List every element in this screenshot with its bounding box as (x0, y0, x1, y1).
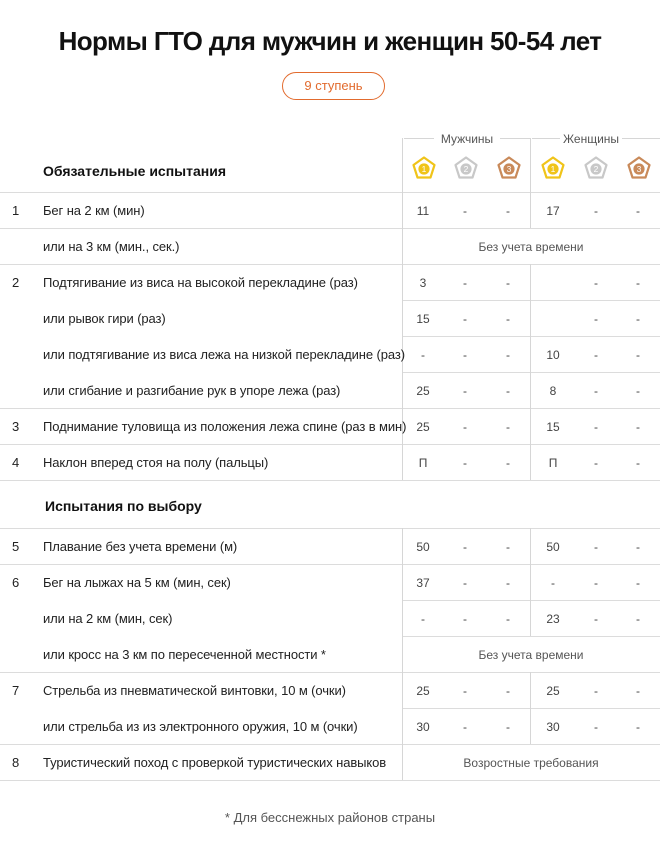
men-medal-2-value: - (463, 456, 467, 470)
men-medal-1-value: 15 (416, 312, 430, 326)
men-medal-1-value: 50 (416, 540, 430, 554)
men-medal-3-value: - (506, 420, 510, 434)
row-divider (0, 408, 660, 409)
women-medal-2-value: - (594, 576, 598, 590)
women-medal-1-value: 30 (546, 720, 560, 734)
women-medal-2-value: - (594, 348, 598, 362)
men-medal-2-value: - (463, 204, 467, 218)
row-divider (0, 528, 660, 529)
row-number: 2 (12, 275, 20, 290)
men-medal-1-value: 30 (416, 720, 430, 734)
men-medal-3-value: - (506, 576, 510, 590)
medal-1-icon (541, 156, 565, 180)
women-medal-3-value: - (636, 384, 640, 398)
medal-1-icon (412, 156, 436, 180)
men-medal-1-value: 25 (416, 684, 430, 698)
men-header-line-left (404, 138, 434, 139)
test-name: или рывок гири (раз) (43, 311, 166, 326)
row-number: 8 (12, 755, 20, 770)
test-name: или стрельба из из электронного оружия, 10 м (очки) (43, 719, 358, 734)
row-divider (402, 300, 660, 301)
test-name: Бег на лыжах на 5 км (мин, сек) (43, 575, 231, 590)
women-medal-2-value: - (594, 540, 598, 554)
section-required-title: Обязательные испытания (43, 163, 226, 179)
row-number: 5 (12, 539, 20, 554)
row-divider (402, 636, 660, 637)
women-medal-3-value: - (636, 348, 640, 362)
men-medal-3-value: - (506, 384, 510, 398)
women-medal-3-value: - (636, 540, 640, 554)
men-medal-3-value: - (506, 204, 510, 218)
women-medal-2-value: - (594, 612, 598, 626)
women-header-line-right (622, 138, 660, 139)
men-medal-2-value: - (463, 720, 467, 734)
row-divider (402, 708, 660, 709)
test-name: или на 2 км (мин, сек) (43, 611, 173, 626)
men-medal-2-value: - (463, 384, 467, 398)
row-number: 1 (12, 203, 20, 218)
svg-text:2: 2 (463, 164, 469, 175)
men-medal-1-value: 11 (416, 204, 430, 218)
women-medal-2-value: - (594, 276, 598, 290)
stage-badge: 9 ступень (282, 72, 385, 100)
men-medal-1-value: 37 (416, 576, 430, 590)
men-medal-3-value: - (506, 348, 510, 362)
women-medal-1-value: 25 (546, 684, 560, 698)
medal-2-icon (584, 156, 608, 180)
men-medal-3-value: - (506, 456, 510, 470)
test-name: Поднимание туловища из положения лежа спине (раз в мин) (43, 419, 407, 434)
test-name: или на 3 км (мин., сек.) (43, 239, 180, 254)
women-medal-3-value: - (636, 204, 640, 218)
men-medal-1-value: 25 (416, 420, 430, 434)
test-name: Туристический поход с проверкой туристических навыков (43, 755, 387, 770)
women-medal-1-value: П (548, 456, 558, 470)
medal-3-icon (627, 156, 651, 180)
men-medal-1-value: - (421, 348, 425, 362)
women-medal-1-value: 10 (546, 348, 560, 362)
row-divider (0, 480, 660, 481)
women-medal-3-value: - (636, 312, 640, 326)
women-medal-1-value: 8 (549, 384, 557, 398)
men-medal-2-value: - (463, 276, 467, 290)
footnote: * Для бесснежных районов страны (224, 810, 436, 825)
men-medal-3-value: - (506, 540, 510, 554)
span-value: Без учета времени (478, 240, 584, 254)
men-medal-1-value: П (418, 456, 428, 470)
women-medal-2-value: - (594, 204, 598, 218)
men-medal-3-value: - (506, 312, 510, 326)
women-medal-2-value: - (594, 420, 598, 434)
women-medal-3-value: - (636, 576, 640, 590)
span-value: Возростные требования (463, 756, 599, 770)
svg-text:1: 1 (550, 164, 556, 175)
span-value: Без учета времени (478, 648, 584, 662)
men-medal-2-value: - (463, 612, 467, 626)
women-medal-1-value: 23 (546, 612, 560, 626)
women-header: Женщины (562, 132, 620, 146)
men-medal-3-value: - (506, 684, 510, 698)
row-divider (0, 672, 660, 673)
women-medal-3-value: - (636, 612, 640, 626)
women-medal-1-value: 17 (546, 204, 560, 218)
test-name: или кросс на 3 км по пересеченной местности * (43, 647, 326, 662)
row-divider (402, 336, 660, 337)
women-medal-3-value: - (636, 276, 640, 290)
row-number: 4 (12, 455, 20, 470)
row-divider (0, 744, 660, 745)
men-medal-1-value: 25 (416, 384, 430, 398)
row-divider (0, 264, 660, 265)
test-name: или сгибание и разгибание рук в упоре лежа (раз) (43, 383, 341, 398)
women-medal-2-value: - (594, 312, 598, 326)
women-medal-3-value: - (636, 720, 640, 734)
women-medal-1-value: 15 (546, 420, 560, 434)
women-medal-3-value: - (636, 456, 640, 470)
women-medal-2-value: - (594, 720, 598, 734)
row-divider (0, 228, 660, 229)
svg-text:1: 1 (421, 164, 427, 175)
men-medal-2-value: - (463, 684, 467, 698)
women-medal-1-value: - (551, 576, 555, 590)
row-number: 3 (12, 419, 20, 434)
section-optional-title: Испытания по выбору (45, 498, 202, 514)
page-title: Нормы ГТО для мужчин и женщин 50-54 лет (58, 26, 602, 56)
women-medal-3-value: - (636, 420, 640, 434)
row-divider (0, 780, 660, 781)
medal-3-icon (497, 156, 521, 180)
men-medal-2-value: - (463, 540, 467, 554)
men-medal-1-value: - (421, 612, 425, 626)
test-name: или подтягивание из виса лежа на низкой перекладине (раз) (43, 347, 405, 362)
women-medal-2-value: - (594, 684, 598, 698)
test-name: Стрельба из пневматической винтовки, 10 м (очки) (43, 683, 346, 698)
row-number: 7 (12, 683, 20, 698)
row-divider (0, 444, 660, 445)
women-header-line-left (532, 138, 560, 139)
men-header-line-right (500, 138, 530, 139)
men-medal-3-value: - (506, 720, 510, 734)
men-medal-2-value: - (463, 420, 467, 434)
men-medal-2-value: - (463, 312, 467, 326)
row-number: 6 (12, 575, 20, 590)
svg-text:3: 3 (636, 164, 642, 175)
men-medal-2-value: - (463, 348, 467, 362)
women-medal-3-value: - (636, 684, 640, 698)
svg-text:3: 3 (506, 164, 512, 175)
test-name: Подтягивание из виса на высокой перекладине (раз) (43, 275, 358, 290)
test-name: Бег на 2 км (мин) (43, 203, 145, 218)
test-name: Плавание без учета времени (м) (43, 539, 238, 554)
column-divider (530, 264, 531, 480)
men-header: Мужчины (440, 132, 494, 146)
men-medal-3-value: - (506, 612, 510, 626)
men-medal-2-value: - (463, 576, 467, 590)
women-medal-1-value: 50 (546, 540, 560, 554)
row-divider (402, 600, 660, 601)
women-medal-2-value: - (594, 456, 598, 470)
men-medal-1-value: 3 (419, 276, 427, 290)
test-name: Наклон вперед стоя на полу (пальцы) (43, 455, 269, 470)
women-medal-2-value: - (594, 384, 598, 398)
medal-2-icon (454, 156, 478, 180)
svg-text:2: 2 (593, 164, 599, 175)
row-divider (0, 564, 660, 565)
row-divider (0, 192, 660, 193)
men-medal-3-value: - (506, 276, 510, 290)
row-divider (402, 372, 660, 373)
